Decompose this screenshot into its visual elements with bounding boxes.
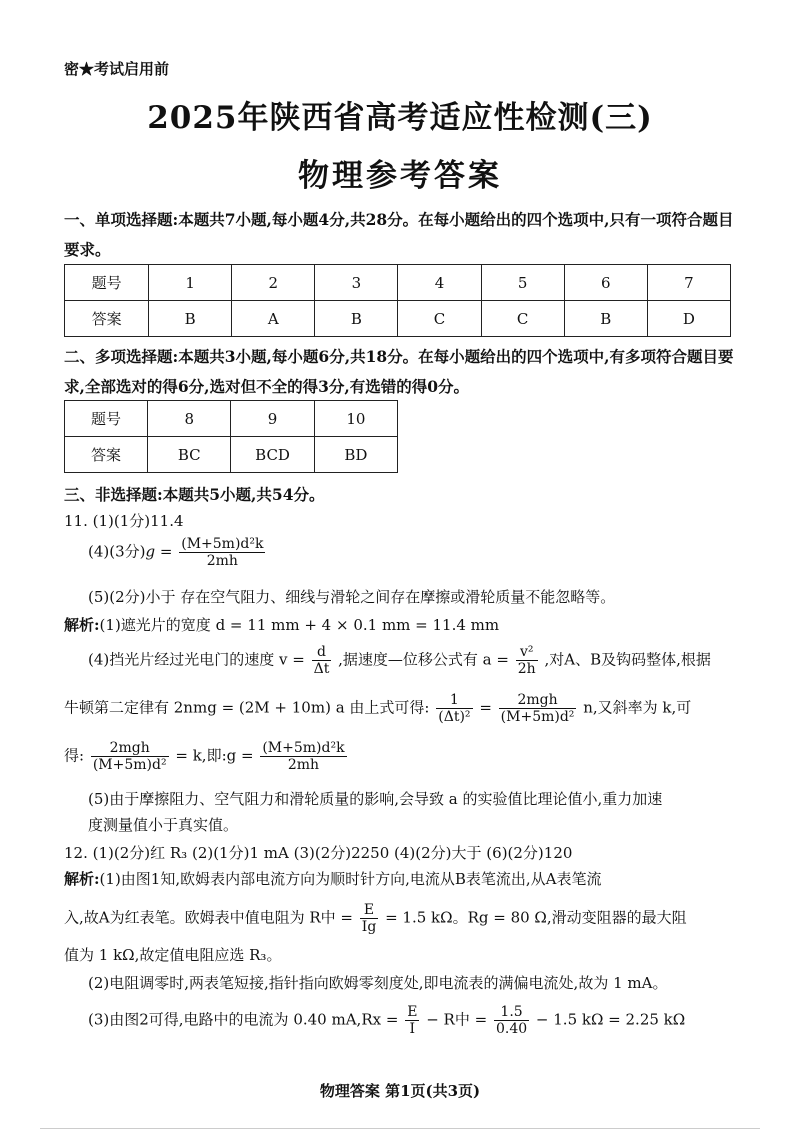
q11-analysis-line1 xyxy=(64,614,499,636)
question-number: 4 xyxy=(398,265,481,301)
answer-cell: C xyxy=(398,301,481,337)
question-number: 5 xyxy=(481,265,564,301)
q11-part4-label: (4)(3分) xyxy=(88,542,146,561)
fraction-numerator: 1.5 xyxy=(494,1004,529,1021)
answer-subtitle: 物理参考答案 xyxy=(298,158,502,194)
question-number: 6 xyxy=(564,265,647,301)
analysis-label: 解析: xyxy=(64,616,100,634)
table-row xyxy=(65,401,398,437)
fraction-denominator: 0.40 xyxy=(495,1021,528,1037)
fraction-denominator: Ig xyxy=(361,919,377,935)
row-label-number: 题号 xyxy=(65,265,149,301)
table-row xyxy=(65,265,731,301)
answer-cell: B xyxy=(315,301,398,337)
analysis-text: (4)挡光片经过光电门的速度 v = xyxy=(88,650,305,669)
q11-answer-line2 xyxy=(88,536,267,569)
fraction-numerator: (M+5m)d²k xyxy=(181,536,264,552)
q12-answer-line: 12. (1)(2分)红 R₃ (2)(1分)1 mA (3)(2分)2250 (4)(2分)大于 (6)(2分)120 xyxy=(64,844,573,862)
analysis-text: ,据速度—位移公式有 a = xyxy=(338,650,509,669)
analysis-text: = 1.5 kΩ。Rg = 80 Ω,滑动变阻器的最大阻 xyxy=(385,908,687,927)
analysis-text: 得: xyxy=(64,746,85,765)
table-row xyxy=(65,437,398,473)
analysis-text: (1)由图1知,欧姆表内部电流方向为顺时针方向,电流从B表笔流出,从A表笔流 xyxy=(99,870,602,888)
fraction-denominator: 2mh xyxy=(206,553,238,569)
fraction-numerator: E xyxy=(407,1004,418,1020)
table-row xyxy=(65,301,731,337)
question-number: 7 xyxy=(647,265,730,301)
analysis-text: 入,故A为红表笔。欧姆表中值电阻为 R中 = xyxy=(64,908,354,927)
analysis-text: (1)遮光片的宽度 d = 11 mm + 4 × 0.1 mm = 11.4 mm xyxy=(99,616,500,634)
answer-cell: BC xyxy=(148,437,231,473)
analysis-text: − R中 = xyxy=(426,1010,488,1029)
slope-fraction xyxy=(499,692,577,725)
row-label-number: 题号 xyxy=(65,401,148,437)
question-number: 1 xyxy=(149,265,232,301)
answer-cell: C xyxy=(481,301,564,337)
section2-heading: 二、多项选择题:本题共3小题,每小题6分,共18分。在每小题给出的四个选项中,有多项符合题目要求,全部选对的得6分,选对但不全的得3分,有选错的得0分。 xyxy=(64,347,734,396)
analysis-text: n,又斜率为 k,可 xyxy=(583,698,692,717)
analysis-text: − 1.5 kΩ = 2.25 kΩ xyxy=(535,1010,686,1029)
answer-cell: B xyxy=(564,301,647,337)
fraction-numerator: v² xyxy=(516,644,538,661)
analysis-text: ,对A、B及钩码整体,根据 xyxy=(544,650,711,669)
g-result-fraction xyxy=(260,740,346,773)
q11-answer-line1: 11. (1)(1分)11.4 xyxy=(64,512,184,530)
q11-answer-line3: (5)(2分)小于 存在空气阻力、细线与滑轮之间存在摩擦或滑轮质量不能忽略等。 xyxy=(88,588,616,606)
fraction-numerator: 2mgh xyxy=(91,740,169,757)
question-number: 3 xyxy=(315,265,398,301)
q12-analysis-line1 xyxy=(64,868,602,890)
row-label-answer: 答案 xyxy=(65,301,149,337)
q12-analysis-line2 xyxy=(64,902,687,935)
g-formula-fraction xyxy=(179,536,265,569)
fraction-numerator: 2mgh xyxy=(499,692,577,709)
fraction-numerator: E xyxy=(360,902,379,919)
answer-cell: A xyxy=(232,301,315,337)
fraction-numerator: 1 xyxy=(436,692,472,709)
multi-choice-answer-table xyxy=(64,400,398,473)
inverse-time-fraction xyxy=(436,692,472,725)
question-number: 2 xyxy=(232,265,315,301)
secret-label: 密★考试启用前 xyxy=(64,60,170,78)
slope-k-fraction xyxy=(91,740,169,773)
q11-analysis-line5: (5)由于摩擦阻力、空气阻力和滑轮质量的影响,会导致 a 的实验值比理论值小,重力加速 xyxy=(88,790,663,808)
answer-cell: D xyxy=(647,301,730,337)
q11-analysis-line3 xyxy=(64,692,691,725)
section1-heading: 一、单项选择题:本题共7小题,每小题4分,共28分。在每小题给出的四个选项中,只有一项符合题目要求。 xyxy=(64,210,734,259)
q11-analysis-line2 xyxy=(88,644,711,677)
fraction-denominator: I xyxy=(409,1021,416,1037)
section3-heading: 三、非选择题:本题共5小题,共54分。 xyxy=(64,485,325,504)
q12-analysis-line3: 值为 1 kΩ,故定值电阻应选 R₃。 xyxy=(64,946,282,964)
bottom-divider xyxy=(40,1128,760,1129)
answer-cell: BCD xyxy=(231,437,314,473)
analysis-text: (3)由图2可得,电路中的电流为 0.40 mA,Rx = xyxy=(88,1010,399,1029)
fraction-denominator: (Δt)² xyxy=(438,709,471,725)
q12-analysis-line4: (2)电阻调零时,两表笔短接,指针指向欧姆零刻度处,即电流表的满偏电流处,故为 1 mA。 xyxy=(88,974,668,992)
acceleration-fraction xyxy=(516,644,538,677)
analysis-text: = k,即:g = xyxy=(175,746,254,765)
q11-analysis-line4 xyxy=(64,740,349,773)
equals-sign: = xyxy=(479,698,492,717)
question-number: 8 xyxy=(148,401,231,437)
fraction-denominator: (M+5m)d² xyxy=(92,757,167,773)
analysis-text: 牛顿第二定律有 2nmg = (2M + 10m) a 由上式可得: xyxy=(64,698,430,717)
analysis-label: 解析: xyxy=(64,870,100,888)
single-choice-answer-table xyxy=(64,264,731,337)
fraction-denominator: 2h xyxy=(517,661,536,677)
fraction-denominator: (M+5m)d² xyxy=(500,709,575,725)
rx-value-fraction xyxy=(494,1004,529,1037)
fraction-denominator: 2mh xyxy=(287,757,320,773)
row-label-answer: 答案 xyxy=(65,437,148,473)
velocity-fraction xyxy=(312,644,332,677)
page-footer: 物理答案 第1页(共3页) xyxy=(319,1082,481,1100)
answer-cell: B xyxy=(149,301,232,337)
rx-fraction xyxy=(405,1004,419,1037)
answer-cell: BD xyxy=(314,437,397,473)
fraction-numerator: d xyxy=(312,644,332,661)
q11-analysis-line6: 度测量值小于真实值。 xyxy=(88,816,239,834)
q12-analysis-line5 xyxy=(88,1004,685,1037)
mid-resistance-fraction xyxy=(360,902,379,935)
question-number: 9 xyxy=(231,401,314,437)
exam-title: 2025年陕西省高考适应性检测(三) xyxy=(147,100,653,136)
question-number: 10 xyxy=(314,401,397,437)
fraction-denominator: Δt xyxy=(313,661,330,677)
fraction-numerator: (M+5m)d²k xyxy=(262,740,345,756)
g-equals: g = xyxy=(145,542,173,561)
